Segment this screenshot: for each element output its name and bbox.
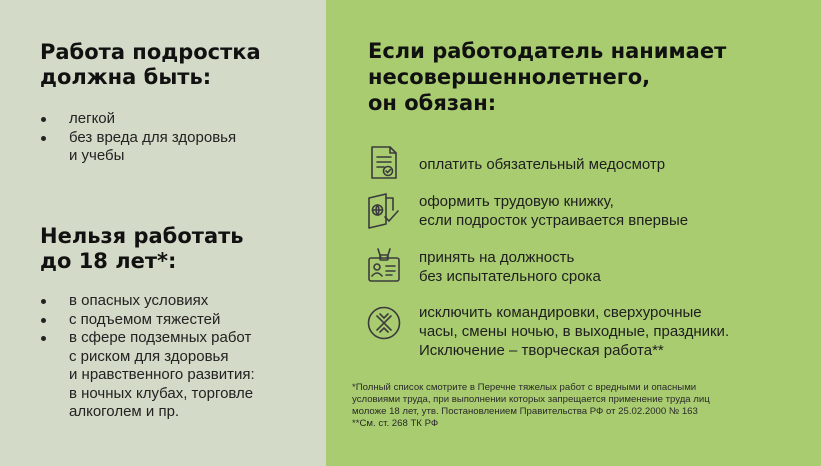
list-item: легкой [40,110,310,129]
medical-document-check-icon [364,142,404,182]
duty-text: оплатить обязательный медосмотр [419,156,666,173]
heading-prohibited-work: Нельзя работать до 18 лет*: [40,224,244,273]
left-panel [0,0,326,466]
requirements-list [40,110,310,166]
list-item: без вреда для здоровья и учебы [40,129,310,166]
duty-text: оформить трудовую книжку, если подросток устраивается впервые [419,193,689,229]
list-item: в опасных условиях [40,292,310,311]
heading-work-requirements: Работа подростка должна быть: [40,40,261,89]
work-book-globe-check-icon [364,190,404,230]
footnote: *Полный список смотрите в Перечне тяжелых работ с вредными и опасными условиями труда, при выполнении которых запрещается применение труда лиц моложе 18 лет, утв. Постановлением Правительства РФ от 25.02.2000 № 163 **См. ст. 268 ТК РФ [352,382,710,429]
list-item: в сфере подземных работ с риском для здоровья и нравственного развития: в ночных клубах, торговле алкоголем и пр. [40,329,310,422]
duty-text: исключить командировки, сверхурочные часы, смены ночью, в выходные, праздники. Исключение – творческая работа** [419,304,730,359]
list-item: с подъемом тяжестей [40,311,310,330]
id-badge-icon [364,246,404,286]
duty-text: принять на должность без испытательного срока [419,249,601,285]
prohibited-list [40,292,310,422]
heading-employer-obligations: Если работодатель нанимает несовершеннолетнего, он обязан: [368,39,727,115]
cross-circle-icon [364,303,404,343]
